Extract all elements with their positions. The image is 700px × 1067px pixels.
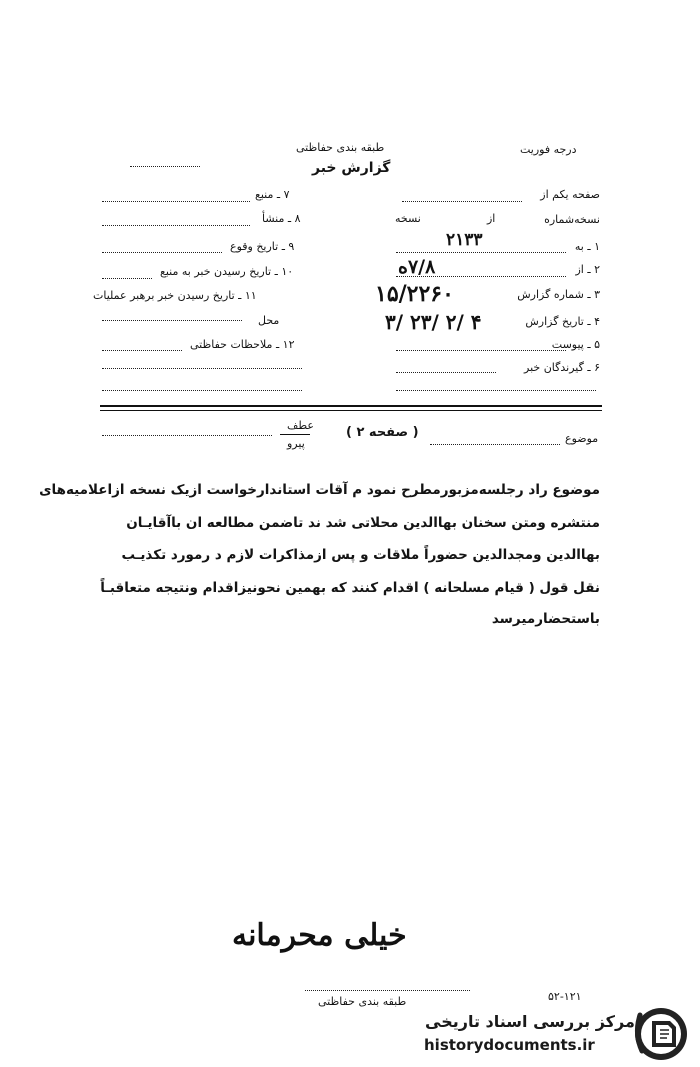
field-recipients-dots [396, 372, 496, 373]
field-location-dots [102, 320, 242, 321]
handwritten-sender: ۷/۸ه [398, 256, 436, 278]
field-to-dots [396, 252, 566, 253]
field-event-date-dots [102, 252, 222, 253]
header-separator-rule-2 [100, 410, 602, 411]
header-separator-rule [100, 405, 602, 407]
handwritten-report-number: ۱۵/۲۲۶۰ [375, 281, 454, 307]
field-security-dots-2 [102, 368, 302, 369]
handwritten-report-date: ۳/ ۲۳/ ۲/ ۴ [385, 310, 482, 334]
watermark-url: historydocuments.ir [424, 1036, 595, 1054]
watermark-name: مرکز بررسی اسناد تاریخی [425, 1012, 635, 1031]
body-line: بهاالدین ومجدالدین حضوراً ملاقات و پس ازمذاکرات لازم د رمورد تکذیـب [121, 547, 600, 563]
field-date-to-source-dots [102, 278, 152, 279]
field-security-dots [102, 350, 182, 351]
subject-dots-right [430, 444, 560, 445]
field-page-dots [402, 201, 522, 202]
handwritten-number: ۲۱۳۳ [446, 230, 483, 250]
form-title: گزارش خبر [312, 160, 391, 176]
follow-up-label: پیرو [287, 437, 305, 450]
field-copy-of: از [487, 212, 496, 225]
field-recipients: ۶ ـ گیرندگان خبر [524, 361, 600, 374]
field-report-number: ۳ ـ شماره گزارش [517, 288, 600, 301]
field-security-notes: ۱۲ ـ ملاحظات حفاظتی [190, 338, 295, 351]
field-origin: ۸ ـ منشأ [262, 212, 301, 225]
reference-divider [280, 434, 310, 435]
field-recipients-dots-2 [396, 390, 596, 391]
field-from: ۲ ـ از [575, 263, 600, 276]
body-line: باستحضارمیرسد [491, 611, 600, 627]
urgency-label: درجه فوریت [520, 143, 577, 156]
field-security-dots-3 [102, 390, 302, 391]
subject-value: ( صفحه ۲ ) [346, 425, 419, 440]
field-page-of: صفحه یکم از [540, 188, 600, 201]
field-to: ۱ ـ به [574, 240, 600, 253]
field-location: محل [258, 314, 280, 327]
field-date-to-source: ۱۰ ـ تاریخ رسیدن خبر به منبع [160, 265, 294, 278]
field-origin-dots [102, 225, 250, 226]
archive-logo-icon [632, 1005, 692, 1063]
field-report-date: ۴ ـ تاریخ گزارش [525, 315, 600, 328]
footer-classification-dots [305, 990, 470, 991]
field-attachment: ۵ ـ پیوست [551, 338, 600, 351]
subject-dots-left [102, 435, 272, 436]
field-event-date: ۹ ـ تاریخ وقوع [230, 240, 295, 253]
urgency-dots [130, 166, 200, 167]
field-attachment-dots [396, 350, 566, 351]
form-code: ۵۲-۱۲۱ [548, 990, 582, 1003]
body-line: نقل قول ( قیام مسلحانه ) اقدام کنند که بهمین نحونیزاقدام ونتیجه متعاقبـاً [100, 580, 600, 596]
field-source: ۷ ـ منبع [255, 188, 290, 201]
body-line: منتشره ومتن سخنان بهاالدین محلاتی شد ند تاضمن مطالعه ان باآقایـان [126, 515, 600, 531]
footer-classification-label: طبقه بندی حفاظتی [318, 995, 407, 1008]
classification-label: طبقه بندی حفاظتی [296, 141, 385, 154]
reference-label: عطف [287, 419, 314, 432]
field-date-to-leader: ۱۱ ـ تاریخ رسیدن خبر برهبر عملیات [93, 289, 257, 302]
subject-label: موضوع [565, 432, 599, 445]
field-copy-version: نسخه [395, 212, 421, 225]
field-source-dots [102, 201, 250, 202]
field-copy-number: نسخه‌شماره [544, 213, 600, 226]
body-line: موضوع راد رجلسه‌مزبورمطرح نمود م آقات استاندارخواست ازیک نسخه ازاعلامیه‌های [39, 482, 600, 498]
handwritten-classification-stamp: خیلی محرمانه [232, 918, 407, 953]
